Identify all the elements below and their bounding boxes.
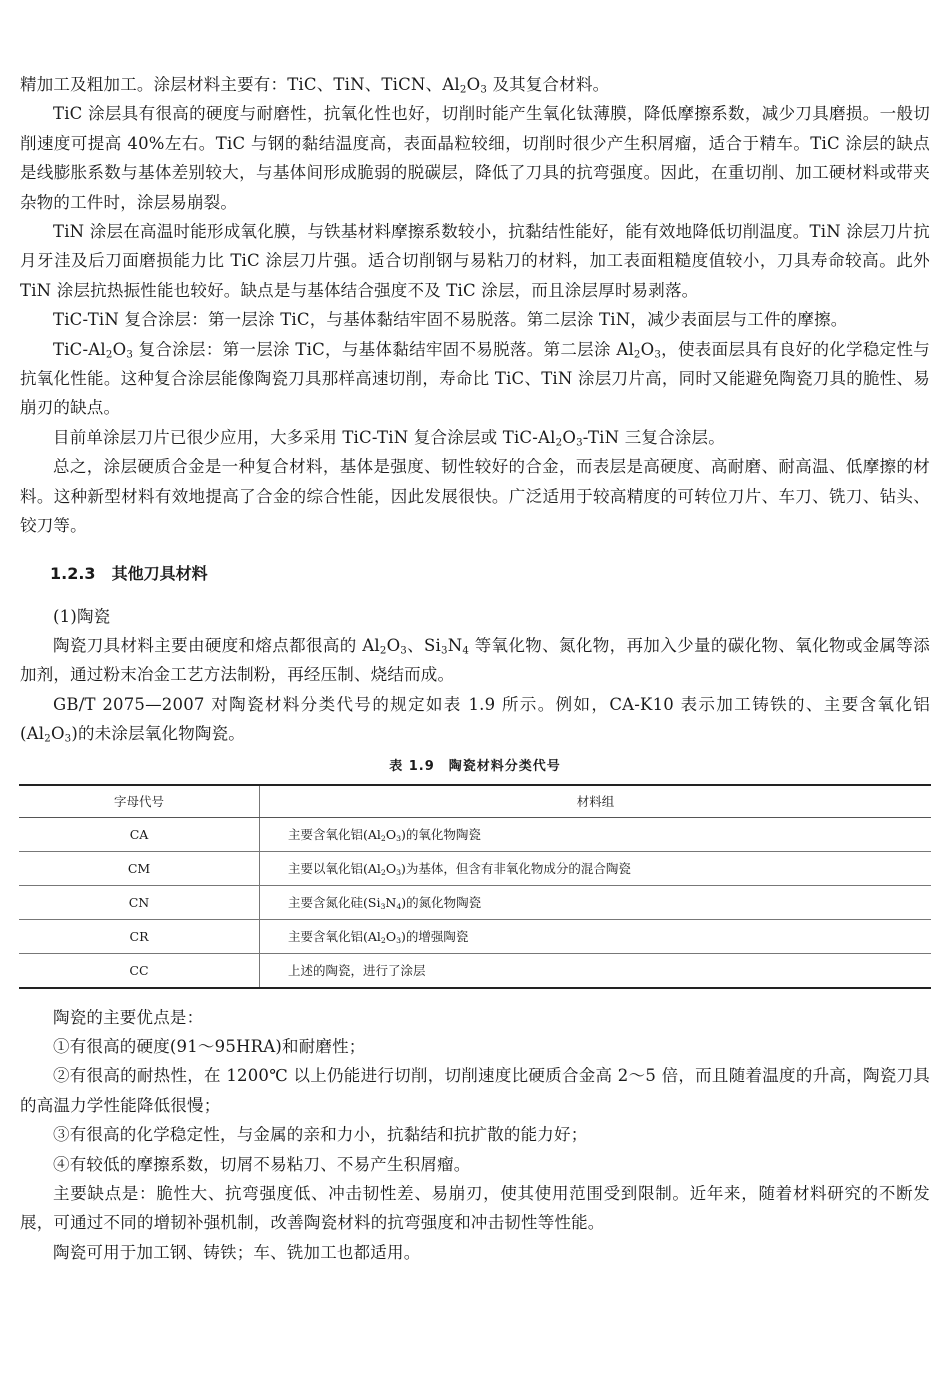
cell-letter-code: CA [19,817,260,851]
text-block-top [20,70,930,541]
cell-material-group: 上述的陶瓷，进行了涂层 [260,953,932,988]
paragraph: TiN 涂层在高温时能形成氧化膜，与铁基材料摩擦系数较小，抗黏结性能好，能有效地降低切削温度。TiN 涂层刀片抗月牙洼及后刀面磨损能力比 TiC 涂层刀片强。适合切削钢与易粘刀的材料，加工表面粗糙度值较小，刀具寿命较高。此外 TiN 涂层抗热振性能也较好。缺点是与基体结合强度不及 TiC 涂层，而且涂层厚时易剥落。 [20,222,930,300]
table-header-row [19,785,931,818]
table-row [19,953,931,988]
paragraph: 精加工及粗加工。涂层材料主要有：TiC、TiN、TiCN、$Al_2O_3$ 及其复合材料。 [20,75,610,96]
table-row [19,817,931,851]
paragraph: 陶瓷刀具材料主要由硬度和熔点都很高的 $Al_2O_3$、$Si_3N_4$ 等氧化物、氮化物，再加入少量的碳化物、氧化物或金属等添加剂，通过粉末冶金工艺方法制粉，再经压制、烧结而成。 [20,635,930,685]
ceramic-classification-table [19,784,931,989]
text-block-bottom [20,1003,930,1268]
paragraph: 陶瓷的主要优点是： [53,1007,204,1027]
cell-letter-code: CR [19,919,260,953]
paragraph: 目前单涂层刀片已很少应用，大多采用 TiC-TiN 复合涂层或 TiC-$Al_2O_3$-TiN 三复合涂层。 [53,427,725,449]
table-body [19,817,931,988]
header-letter-code: 字母代号 [19,785,260,818]
table-row [19,851,931,885]
text-block-mid [20,602,930,749]
section-title: 其他刀具材料 [111,563,208,583]
paragraph: 主要缺点是：脆性大、抗弯强度低、冲击韧性差、易崩刃，使其使用范围受到限制。近年来，随着材料研究的不断发展，可通过不同的增韧补强机制，改善陶瓷材料的抗弯强度和冲击韧性等性能。 [20,1183,930,1233]
paragraph: (1)陶瓷 [53,606,111,626]
table-row [19,919,931,953]
cell-letter-code: CM [19,851,260,885]
cell-material-group: 主要以氧化铝$(Al_2O_3)$为基体，但含有非氧化物成分的混合陶瓷 [260,851,932,885]
section-heading [50,561,930,584]
paragraph: TiC-TiN 复合涂层：第一层涂 TiC，与基体黏结牢固不易脱落。第二层涂 TiN，减少表面层与工件的摩擦。 [53,310,848,330]
cell-letter-code: CN [19,885,260,919]
cell-letter-code: CC [19,953,260,988]
paragraph: TiC 涂层具有很高的硬度与耐磨性，抗氧化性也好，切削时能产生氧化钛薄膜，降低摩擦系数，减少刀具磨损。一般切削速度可提高 40%左右。TiC 与钢的黏结温度高，表面晶粒较细，切削时很少产生积屑瘤，适合于精车。TiC 涂层的缺点是线膨胀系数与基体差别较大，与基体间形成脆弱的脱碳层，降低了刀具的抗弯强度。因此，在重切削、加工硬材料或带夹杂物的工件时，涂层易崩裂。 [20,104,930,212]
cell-material-group: 主要含氧化铝$(Al_2O_3)$的氧化物陶瓷 [260,817,932,851]
paragraph: 陶瓷可用于加工钢、铸铁；车、铣加工也都适用。 [53,1242,421,1262]
paragraph: ①有很高的硬度(91～95HRA)和耐磨性； [53,1036,366,1056]
paragraph: ④有较低的摩擦系数，切屑不易粘刀、不易产生积屑瘤。 [53,1154,471,1174]
cell-material-group: 主要含氮化硅$(Si_3N_4)$的氮化物陶瓷 [260,885,932,919]
table-row [19,885,931,919]
paragraph: ③有很高的化学稳定性，与金属的亲和力小，抗黏结和抗扩散的能力好； [53,1125,588,1145]
table-caption: 表 1.9 陶瓷材料分类代号 [389,758,561,774]
paragraph: GB/T 2075—2007 对陶瓷材料分类代号的规定如表 1.9 所示。例如，CA-K10 表示加工铸铁的、主要含氧化铝$(Al_2O_3)$的未涂层氧化物陶瓷。 [20,694,930,745]
cell-material-group: 主要含氧化铝$(Al_2O_3)$的增强陶瓷 [260,919,932,953]
header-material-group: 材料组 [260,785,932,818]
section-number: 1.2.3 [50,563,96,583]
paragraph: TiC-$Al_2O_3$ 复合涂层：第一层涂 TiC，与基体黏结牢固不易脱落。第二层涂 $Al_2O_3$，使表面层具有良好的化学稳定性与抗氧化性能。这种复合涂层能像陶瓷刀具那样高速切削，寿命比 TiC、TiN 涂层刀片高，同时又能避免陶瓷刀具的脆性、易崩刃的缺点。 [20,339,930,418]
paragraph: ②有很高的耐热性，在 1200℃ 以上仍能进行切削，切削速度比硬质合金高 2～5 倍，而且随着温度的升高，陶瓷刀具的高温力学性能降低很慢； [20,1066,930,1115]
paragraph: 总之，涂层硬质合金是一种复合材料，基体是强度、韧性较好的合金，而表层是高硬度、高耐磨、耐高温、低摩擦的材料。这种新型材料有效地提高了合金的综合性能，因此发展很快。广泛适用于较高精度的可转位刀片、车刀、铣刀、钻头、铰刀等。 [20,457,930,536]
document-page [20,70,930,1267]
